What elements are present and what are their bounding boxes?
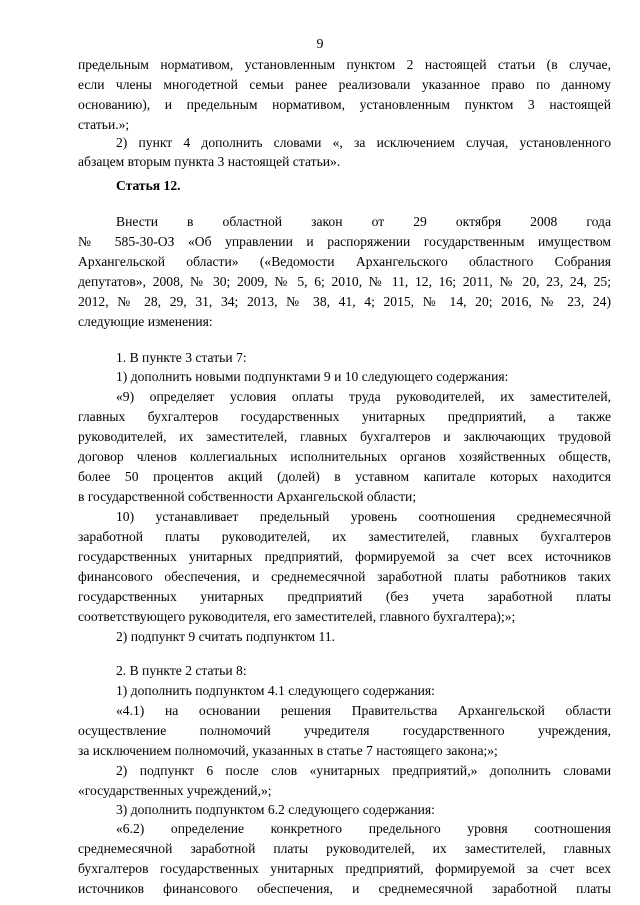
text-line: 1) дополнить подпунктом 4.1 следующего содержания: [116, 683, 435, 698]
text-line: предельным нормативом, установленным пунктом 2 настоящей статьи (в случае, [78, 57, 611, 72]
text-line: «4.1) на основании решения Правительства Архангельской области [116, 703, 611, 718]
text-line: бухгалтеров государственных унитарных предприятий, формируемой за счет всех [78, 861, 611, 876]
page-number: 9 [316, 37, 324, 52]
text-line: следующие изменения: [78, 314, 213, 329]
text-line: более 50 процентов акций (долей) в уставном капитале которых находится [78, 469, 611, 484]
text-line: Внести в областной закон от 29 октября 2008 года [116, 214, 611, 229]
text-line: в государственной собственности Архангельской области; [78, 489, 417, 504]
text-line: за исключением полномочий, указанных в статье 7 настоящего закона;»; [78, 743, 498, 758]
text-line: Архангельской области» («Ведомости Архангельского областного Собрания [78, 254, 611, 269]
text-line: среднемесячной заработной платы руководителей, их заместителей, главных [78, 841, 611, 856]
text-line: 1. В пункте 3 статьи 7: [116, 350, 247, 365]
text-line: 10) устанавливает предельный уровень соотношения среднемесячной [116, 509, 611, 524]
text-line: 2) подпункт 9 считать подпунктом 11. [116, 629, 335, 644]
text-line: «6.2) определение конкретного предельного уровня соотношения [116, 821, 611, 836]
text-line: абзацем вторым пункта 3 настоящей статьи». [78, 154, 341, 169]
text-line: 1) дополнить новыми подпунктами 9 и 10 следующего содержания: [116, 369, 509, 384]
text-line: 2012, № 28, 29, 31, 34; 2013, № 38, 41, 4; 2015, № 14, 20; 2016, № 23, 24) [78, 294, 611, 309]
text-line: соответствующего руководителя, его заместителей, главного бухгалтера);»; [78, 609, 516, 624]
text-line: «государственных учреждений,»; [78, 783, 272, 798]
text-line: источников финансового обеспечения, и среднемесячной заработной платы [78, 881, 611, 896]
text-line: депутатов», 2008, № 30; 2009, № 5, 6; 2010, № 11, 12, 16; 2011, № 20, 23, 24, 25; [78, 274, 611, 289]
text-line: 3) дополнить подпунктом 6.2 следующего содержания: [116, 802, 435, 817]
text-line: 2) подпункт 6 после слов «унитарных предприятий,» дополнить словами [116, 763, 611, 778]
text-line: основанию), и предельным нормативом, установленным пунктом 3 настоящей [78, 97, 611, 112]
article-heading: Статья 12. [116, 178, 181, 193]
text-line: государственных унитарных предприятий (без учета заработной платы [78, 589, 611, 604]
text-line: государственных унитарных предприятий, формируемой за счет всех источников [78, 549, 611, 564]
text-line: 2) пункт 4 дополнить словами «, за исключением случая, установленного [116, 135, 611, 150]
text-line: заработной платы руководителей, их заместителей, главных бухгалтеров [78, 529, 611, 544]
text-line: осуществление полномочий учредителя государственного учреждения, [78, 723, 611, 738]
text-line: № 585-30-ОЗ «Об управлении и распоряжении государственным имуществом [78, 234, 611, 249]
text-line: договор членов коллегиальных исполнительных органов хозяйственных обществ, [78, 449, 611, 464]
text-line: 2. В пункте 2 статьи 8: [116, 663, 247, 678]
text-line: статьи.»; [78, 117, 130, 132]
text-line: «9) определяет условия оплаты труда руководителей, их заместителей, [116, 389, 611, 404]
text-line: если члены многодетной семьи ранее реализовали указанное право по данному [78, 77, 611, 92]
text-line: финансового обеспечения, и среднемесячной заработной платы работников таких [78, 569, 611, 584]
text-line: руководителей, их заместителей, главных бухгалтеров и заключающих трудовой [78, 429, 611, 444]
text-line: главных бухгалтеров государственных унитарных предприятий, а также [78, 409, 611, 424]
